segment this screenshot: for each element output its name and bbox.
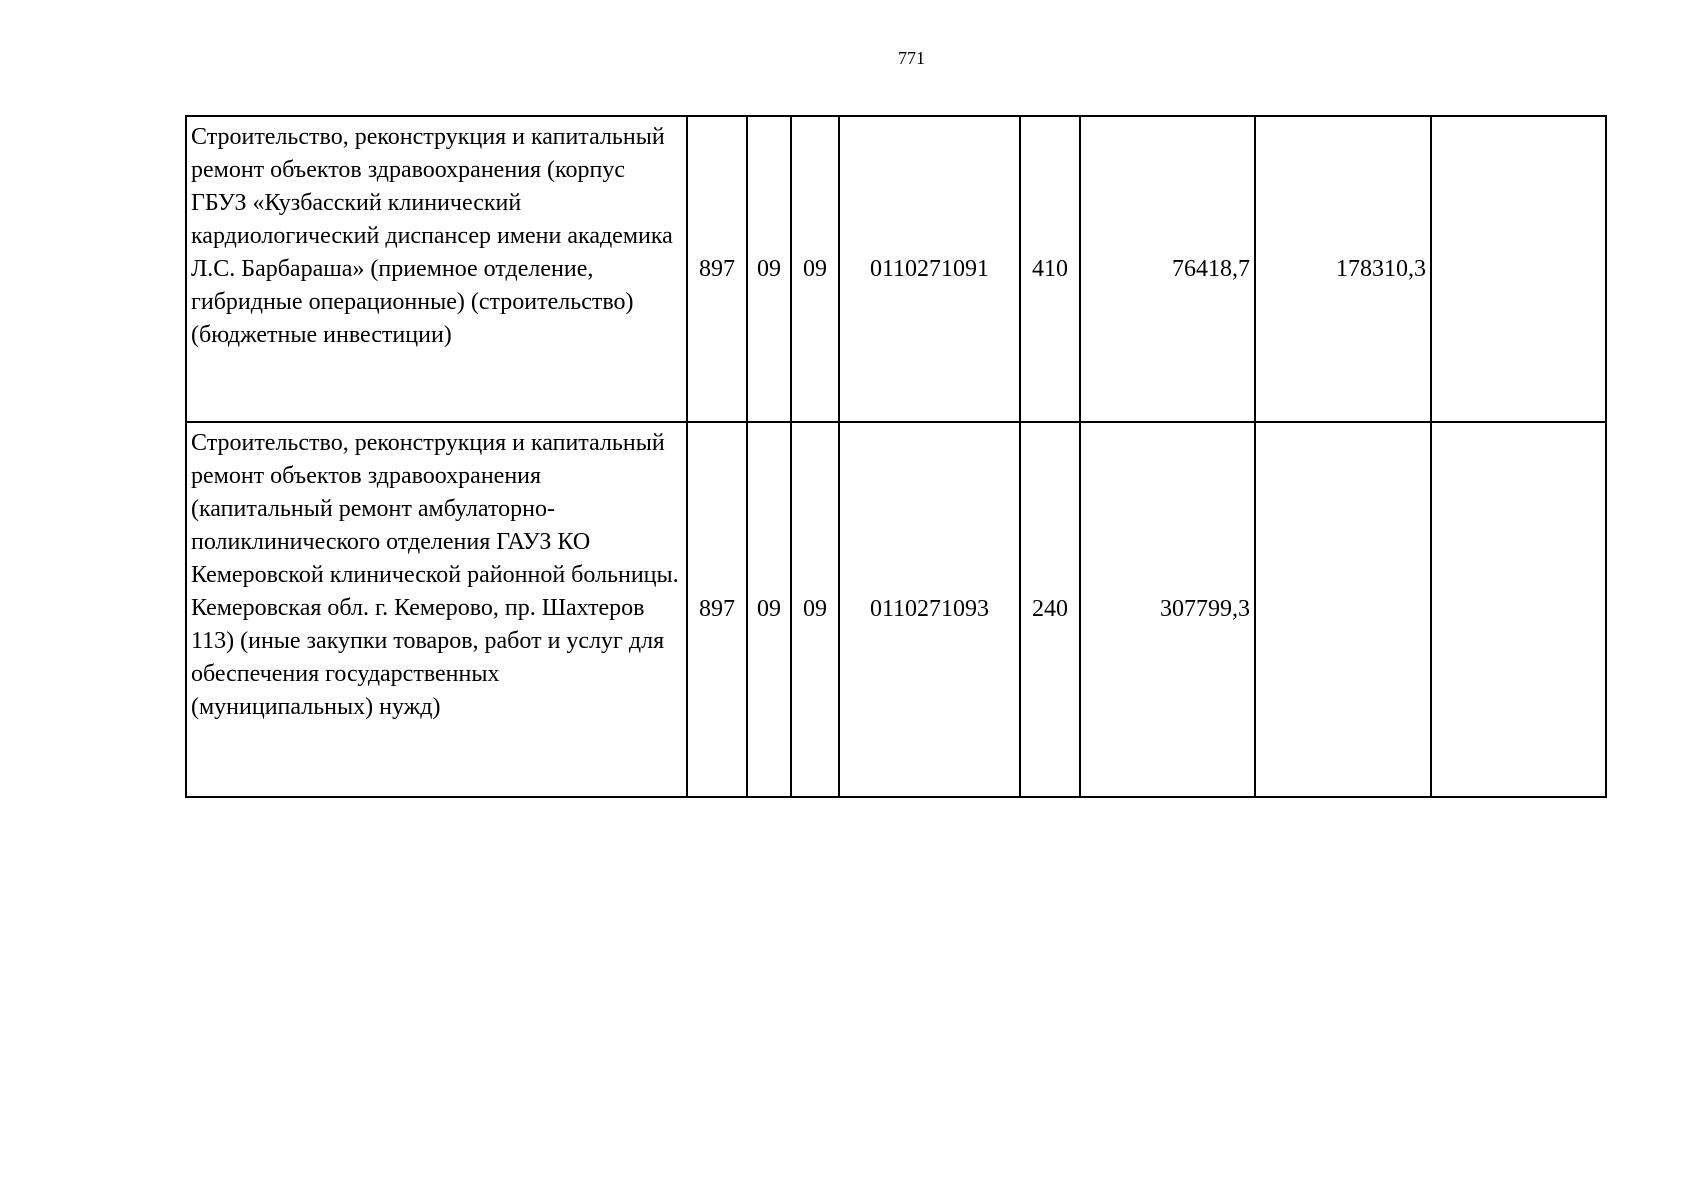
ministry-code: 897 [687,422,747,797]
expense-type-code: 240 [1020,422,1080,797]
target-article-code: 0110271091 [839,116,1020,422]
subsection-code: 09 [791,116,839,422]
row-description: Строительство, реконструкция и капитальный ремонт объектов здравоохранения (корпус ГБУЗ «Кузбасский клинический кардиологический диспансер имени академика Л.С. Барбараша» (приемное отделение, гибридные операционные) (строительство) (бюджетные инвестиции) [186,116,687,422]
table-row [186,116,1606,422]
ministry-code: 897 [687,116,747,422]
budget-table [185,115,1607,798]
amount-cell-2: 178310,3 [1255,116,1431,422]
subsection-code: 09 [791,422,839,797]
amount-cell-3 [1431,116,1606,422]
amount-cell-3 [1431,422,1606,797]
section-code: 09 [747,422,791,797]
target-article-code: 0110271093 [839,422,1020,797]
amount-cell-2 [1255,422,1431,797]
amount-cell-1: 307799,3 [1080,422,1255,797]
row-description: Строительство, реконструкция и капитальный ремонт объектов здравоохранения (капитальный ремонт амбулаторно-поликлинического отделения ГАУЗ КО Кемеровской клинической районной больницы. Кемеровская обл. г. Кемерово, пр. Шахтеров 113) (иные закупки товаров, работ и услуг для обеспечения государственных (муниципальных) нужд) [186,422,687,797]
page-number: 771 [898,48,925,68]
amount-cell-1: 76418,7 [1080,116,1255,422]
expense-type-code: 410 [1020,116,1080,422]
section-code: 09 [747,116,791,422]
table-row [186,422,1606,797]
